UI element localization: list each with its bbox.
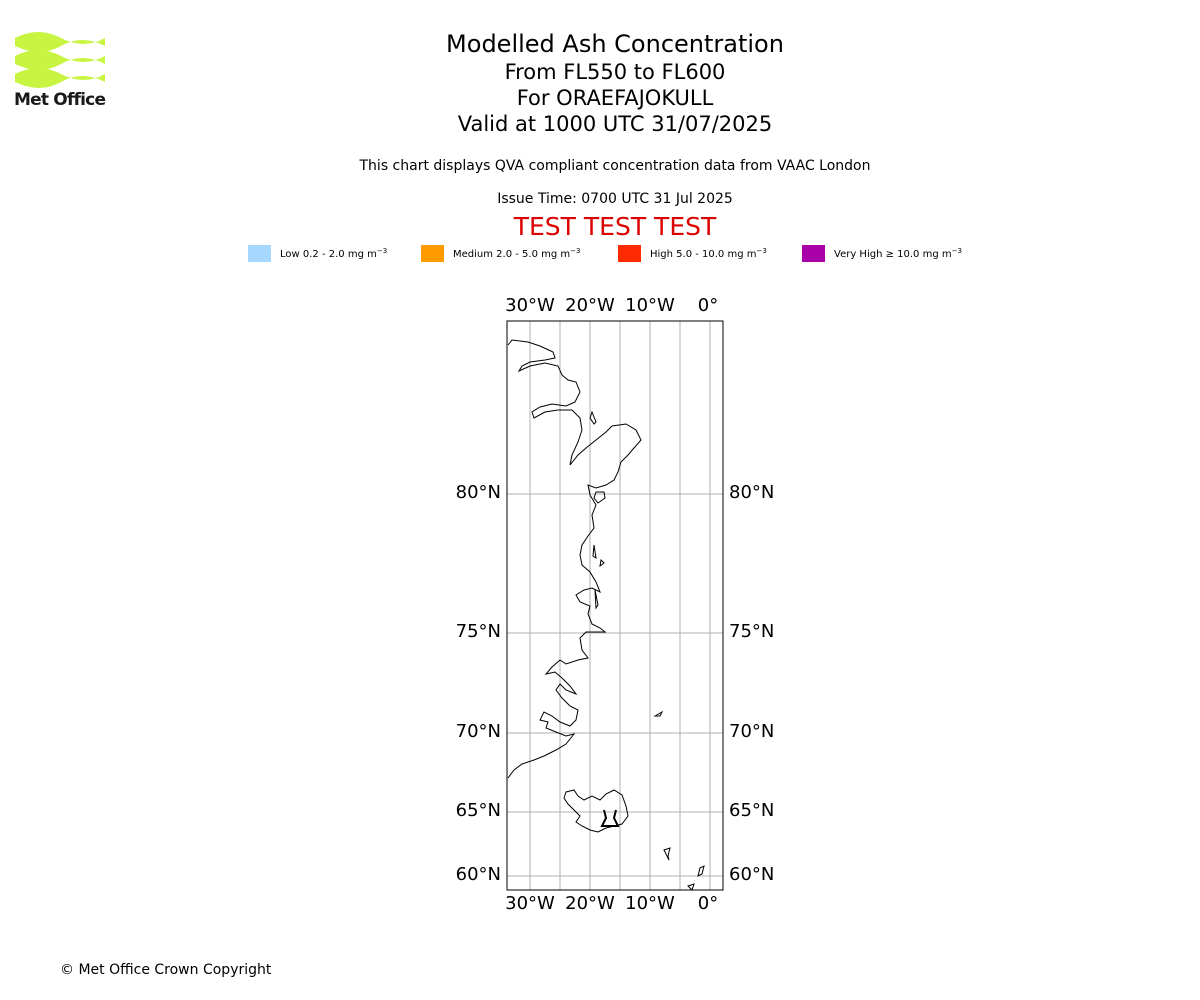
lon-label-top: 10°W xyxy=(625,295,675,316)
lat-label-right: 75°N xyxy=(729,621,775,642)
gridlines xyxy=(507,321,723,890)
lat-label-left: 70°N xyxy=(455,721,501,742)
coastline-island-c xyxy=(593,545,596,558)
legend-text: Medium 2.0 - 5.0 mg m xyxy=(453,249,571,260)
coastline-island-a xyxy=(590,412,596,424)
coastline-shetland xyxy=(698,866,704,876)
lat-label-right: 60°N xyxy=(729,864,775,885)
lat-label-left: 75°N xyxy=(455,621,501,642)
coastline-island-e xyxy=(595,590,598,608)
lat-label-left: 60°N xyxy=(455,864,501,885)
valid-time: Valid at 1000 UTC 31/07/2025 xyxy=(457,112,773,136)
lon-label-bottom: 0° xyxy=(697,893,719,914)
legend-text: High 5.0 - 10.0 mg m xyxy=(650,249,757,260)
lat-label-left: 80°N xyxy=(455,482,501,503)
issue-time: Issue Time: 0700 UTC 31 Jul 2025 xyxy=(497,191,733,207)
coastline-orkney xyxy=(688,884,694,890)
chart-title: Modelled Ash Concentration xyxy=(446,30,784,58)
lat-label-left: 65°N xyxy=(455,800,501,821)
coastline-faroes xyxy=(664,848,670,860)
lon-label-top: 0° xyxy=(697,295,719,316)
legend-text: Very High ≥ 10.0 mg m xyxy=(834,249,952,260)
lon-label-top: 20°W xyxy=(565,295,615,316)
legend-text: Low 0.2 - 2.0 mg m xyxy=(280,249,377,260)
lon-label-bottom: 30°W xyxy=(505,893,555,914)
volcano-name: For ORAEFAJOKULL xyxy=(516,86,714,110)
legend-unit-exponent: −3 xyxy=(376,247,388,255)
lon-label-bottom: 20°W xyxy=(565,893,615,914)
legend-unit-exponent: −3 xyxy=(756,247,767,255)
lon-label-bottom: 10°W xyxy=(625,893,675,914)
lon-label-top: 30°W xyxy=(505,295,555,316)
legend-unit-exponent: −3 xyxy=(951,247,962,255)
lat-label-right: 65°N xyxy=(729,800,775,821)
logo-text: Met Office xyxy=(14,90,106,110)
lat-label-right: 70°N xyxy=(729,721,775,742)
coastlines xyxy=(508,340,704,890)
chart-description: This chart displays QVA compliant concentration data from VAAC London xyxy=(359,158,871,174)
flight-levels: From FL550 to FL600 xyxy=(504,60,726,84)
test-banner: TEST TEST TEST xyxy=(513,212,717,241)
legend-unit-exponent: −3 xyxy=(570,247,581,255)
lat-label-right: 80°N xyxy=(729,482,775,503)
coastline-greenland xyxy=(508,340,641,778)
map-frame xyxy=(507,321,723,890)
coastline-jan-mayen xyxy=(655,712,662,716)
coastline-island-d xyxy=(600,560,604,566)
copyright-notice: © Met Office Crown Copyright xyxy=(60,962,272,978)
